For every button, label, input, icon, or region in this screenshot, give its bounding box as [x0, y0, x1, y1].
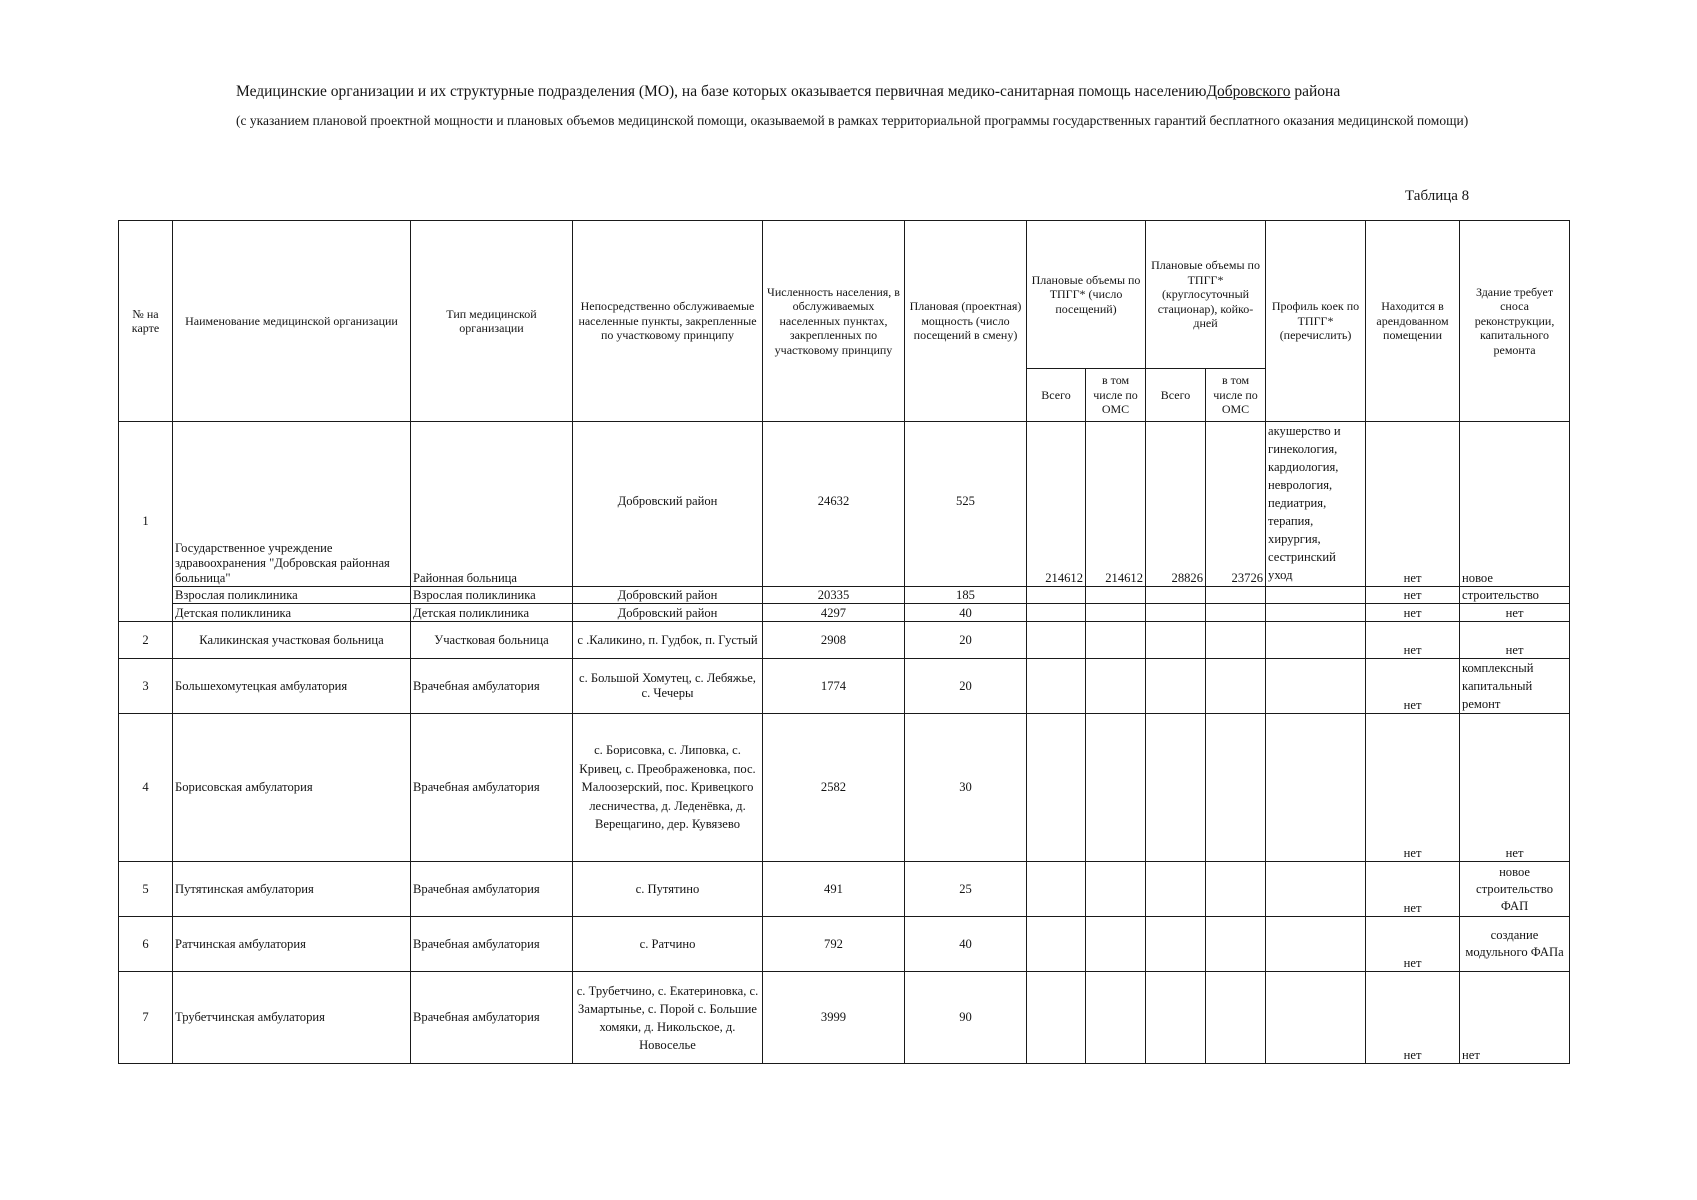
table-row — [119, 659, 1570, 714]
row-name: Путятинская амбулатория — [173, 862, 411, 917]
header-type: Тип медицинской организации — [411, 221, 573, 422]
document-subtitle: (с указанием плановой проектной мощности и плановых объемов медицинской помощи, оказываемой в рамках территориальной программы государственных гарантий бесплатного оказания медицинской помощи) — [236, 113, 1469, 128]
row-num: 3 — [119, 659, 173, 714]
row-rented: нет — [1366, 972, 1460, 1064]
row-num: 4 — [119, 714, 173, 862]
row-population: 792 — [763, 917, 905, 972]
header-capacity: Плановая (проектная) мощность (число посещений в смену) — [905, 221, 1027, 422]
document-title — [236, 83, 1536, 101]
row-capacity: 525 — [905, 422, 1027, 587]
row-rented: нет — [1366, 917, 1460, 972]
row-num: 7 — [119, 972, 173, 1064]
row-rented: нет — [1366, 587, 1460, 604]
row-type: Врачебная амбулатория — [411, 972, 573, 1064]
row-building: новое строительство ФАП — [1460, 862, 1570, 917]
row-name: Государственное учреждение здравоохранения "Добровская районная больница" — [173, 422, 411, 587]
row-building: создание модульного ФАПа — [1460, 917, 1570, 972]
row-visits-total: 214612 — [1027, 422, 1086, 587]
row-beds-total: 28826 — [1146, 422, 1206, 587]
table-row — [119, 622, 1570, 659]
row-population: 24632 — [763, 422, 905, 587]
header-num: № на карте — [119, 221, 173, 422]
row-type: Врачебная амбулатория — [411, 917, 573, 972]
row-capacity: 40 — [905, 917, 1027, 972]
header-profile: Профиль коек по ТПГГ* (перечислить) — [1266, 221, 1366, 422]
row-rented: нет — [1366, 862, 1460, 917]
row-capacity: 30 — [905, 714, 1027, 862]
row-points: с. Большой Хомутец, с. Лебяжье, с. Чечеры — [573, 659, 763, 714]
row-points: с .Каликино, п. Гудбок, п. Густый — [573, 622, 763, 659]
title-text: Медицинские организации и их структурные подразделения (МО), на базе которых оказывается первичная медико-санитарная помощь населению — [236, 83, 1207, 100]
row-population: 1774 — [763, 659, 905, 714]
table-header — [119, 221, 1570, 422]
row-capacity: 25 — [905, 862, 1027, 917]
table-row — [119, 604, 1570, 622]
row-type: Врачебная амбулатория — [411, 659, 573, 714]
row-points: Добровский район — [573, 604, 763, 622]
row-building: новое — [1460, 422, 1570, 587]
row-building: комплексный капитальный ремонт — [1460, 659, 1570, 714]
table-row — [119, 714, 1570, 862]
header-points: Непосредственно обслуживаемые населенные пункты, закрепленные по участковому принципу — [573, 221, 763, 422]
header-beds: Плановые объемы по ТПГГ* (круглосуточный стационар), койко-дней — [1146, 221, 1266, 369]
row-population: 4297 — [763, 604, 905, 622]
title-district: Добровского — [1206, 83, 1291, 100]
row-beds-oms: 23726 — [1206, 422, 1266, 587]
row-building: нет — [1460, 972, 1570, 1064]
header-visits-total: Всего — [1027, 369, 1086, 422]
row-name: Ратчинская амбулатория — [173, 917, 411, 972]
row-name: Борисовская амбулатория — [173, 714, 411, 862]
row-type: Районная больница — [411, 422, 573, 587]
row-name: Взрослая поликлиника — [173, 587, 411, 604]
row-rented: нет — [1366, 422, 1460, 587]
row-population: 2582 — [763, 714, 905, 862]
row-type: Детская поликлиника — [411, 604, 573, 622]
header-population: Численность населения, в обслуживаемых населенных пунктах, закрепленных по участковому принципу — [763, 221, 905, 422]
row-type: Врачебная амбулатория — [411, 714, 573, 862]
row-capacity: 20 — [905, 659, 1027, 714]
row-population: 2908 — [763, 622, 905, 659]
table-row — [119, 972, 1570, 1064]
row-type: Взрослая поликлиника — [411, 587, 573, 604]
row-population: 491 — [763, 862, 905, 917]
row-capacity: 20 — [905, 622, 1027, 659]
row-capacity: 185 — [905, 587, 1027, 604]
table-row — [119, 422, 1570, 587]
row-name: Детская поликлиника — [173, 604, 411, 622]
row-name: Трубетчинская амбулатория — [173, 972, 411, 1064]
row-capacity: 90 — [905, 972, 1027, 1064]
header-visits: Плановые объемы по ТПГГ* (число посещений) — [1027, 221, 1146, 369]
row-num: 2 — [119, 622, 173, 659]
title-suffix: района — [1290, 83, 1341, 100]
row-points: с. Трубетчино, с. Екатериновка, с. Замартынье, с. Порой с. Большие хомяки, д. Никольское, д. Новоселье — [573, 972, 763, 1064]
medical-organizations-table — [118, 220, 1570, 1064]
row-population: 3999 — [763, 972, 905, 1064]
row-num: 1 — [119, 422, 173, 622]
header-visits-oms: в том числе по ОМС — [1086, 369, 1146, 422]
row-points: Добровский район — [573, 587, 763, 604]
header-beds-oms: в том числе по ОМС — [1206, 369, 1266, 422]
row-points: Добровский район — [573, 422, 763, 587]
row-rented: нет — [1366, 714, 1460, 862]
row-building: нет — [1460, 622, 1570, 659]
header-name: Наименование медицинской организации — [173, 221, 411, 422]
row-type: Врачебная амбулатория — [411, 862, 573, 917]
row-num: 6 — [119, 917, 173, 972]
table-row — [119, 917, 1570, 972]
header-building: Здание требует сноса реконструкции, капитального ремонта — [1460, 221, 1570, 422]
table-row — [119, 587, 1570, 604]
table-label: Таблица 8 — [1405, 188, 1470, 204]
row-building: строительство — [1460, 587, 1570, 604]
row-profile: акушерство и гинекология, кардиология, неврология, педиатрия, терапия, хирургия, сестринский уход — [1266, 422, 1366, 587]
row-points: с. Путятино — [573, 862, 763, 917]
row-visits-oms: 214612 — [1086, 422, 1146, 587]
row-points: с. Борисовка, с. Липовка, с. Кривец, с. Преображеновка, пос. Малоозерский, пос. Кривецкого лесничества, д. Леденёвка, д. Верещагино, дер. Кувязево — [573, 714, 763, 862]
header-rented: Находится в арендованном помещении — [1366, 221, 1460, 422]
header-beds-total: Всего — [1146, 369, 1206, 422]
row-type: Участковая больница — [411, 622, 573, 659]
row-building: нет — [1460, 714, 1570, 862]
row-rented: нет — [1366, 622, 1460, 659]
row-capacity: 40 — [905, 604, 1027, 622]
row-points: с. Ратчино — [573, 917, 763, 972]
row-num: 5 — [119, 862, 173, 917]
table-row — [119, 862, 1570, 917]
row-name: Каликинская участковая больница — [173, 622, 411, 659]
row-rented: нет — [1366, 659, 1460, 714]
row-building: нет — [1460, 604, 1570, 622]
row-rented: нет — [1366, 604, 1460, 622]
row-population: 20335 — [763, 587, 905, 604]
row-name: Большехомутецкая амбулатория — [173, 659, 411, 714]
